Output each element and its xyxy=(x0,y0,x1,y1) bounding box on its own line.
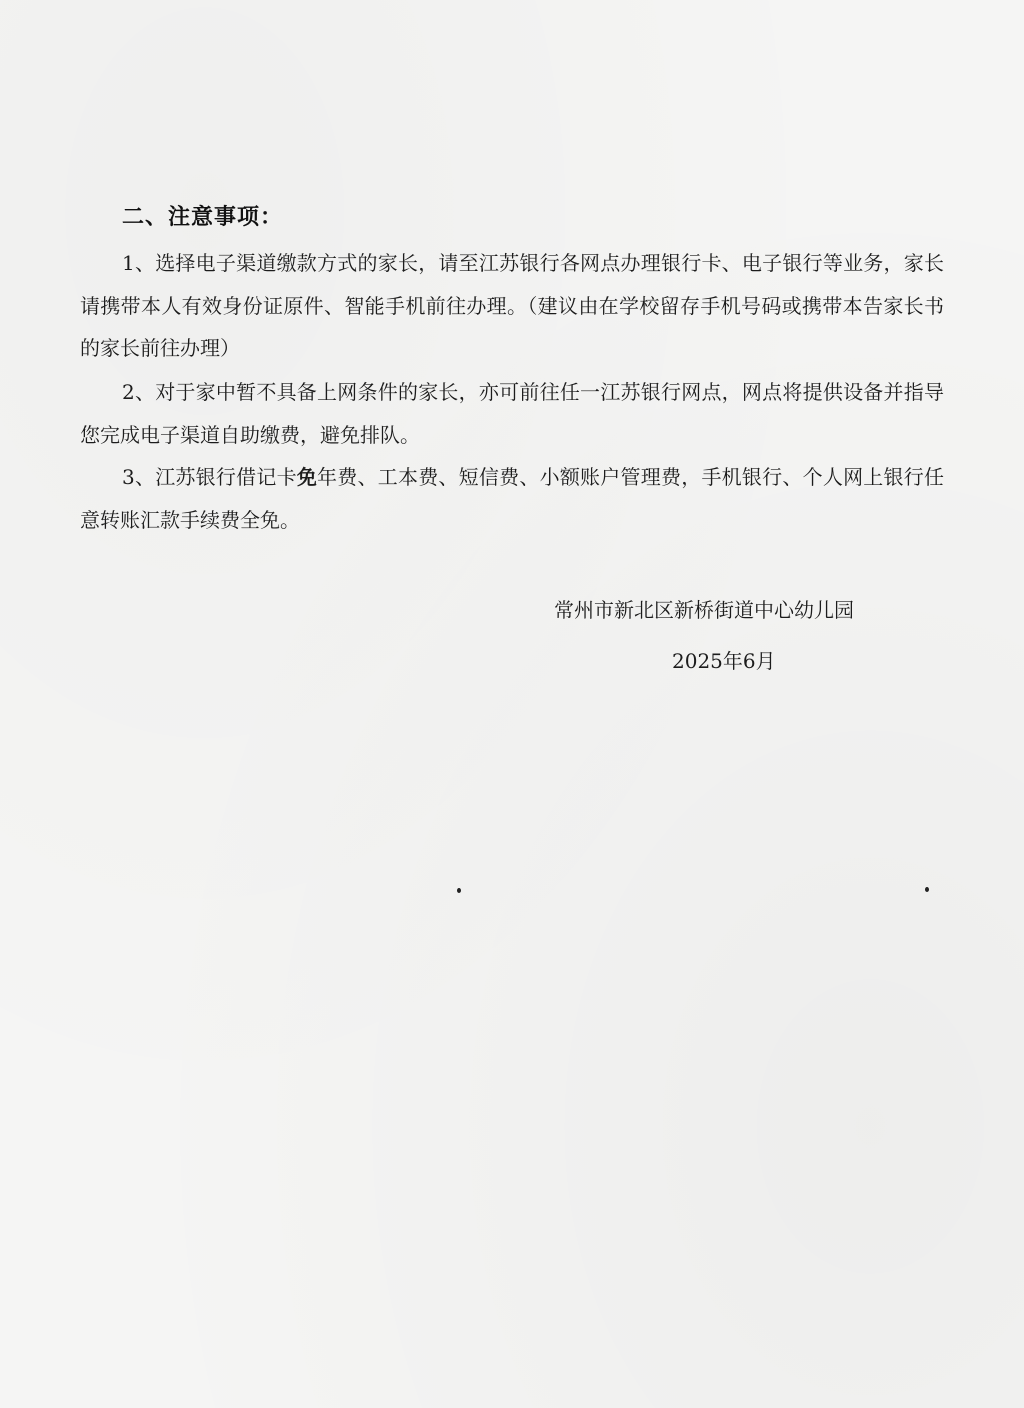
notice-item-3 xyxy=(80,456,944,541)
notice-item-3-emphasis: 免 xyxy=(296,465,318,489)
notice-item-1 xyxy=(80,242,944,370)
notice-item-3-text-after: 年费、工本费、短信费、小额账户管理费，手机银行、个人网上银行任意转账汇款手续费全免。 xyxy=(80,465,944,532)
scan-speck xyxy=(925,887,929,892)
section-heading: 二、注意事项： xyxy=(122,205,284,230)
notice-item-1-text: 1、选择电子渠道缴款方式的家长，请至江苏银行各网点办理银行卡、电子银行等业务，家长请携带本人有效身份证原件、智能手机前往办理。（建议由在学校留存手机号码或携带本告家长书的家长前往办理） xyxy=(80,251,944,360)
scan-speck xyxy=(457,888,461,893)
notice-item-3-text-before: 3、江苏银行借记卡 xyxy=(122,465,297,489)
signature-organization: 常州市新北区新桥街道中心幼儿园 xyxy=(554,598,854,622)
notice-item-2-text: 2、对于家中暂不具备上网条件的家长，亦可前往任一江苏银行网点，网点将提供设备并指导您完成电子渠道自助缴费，避免排队。 xyxy=(80,380,944,447)
notice-item-2 xyxy=(80,371,944,456)
signature-date: 2025年6月 xyxy=(672,649,776,673)
